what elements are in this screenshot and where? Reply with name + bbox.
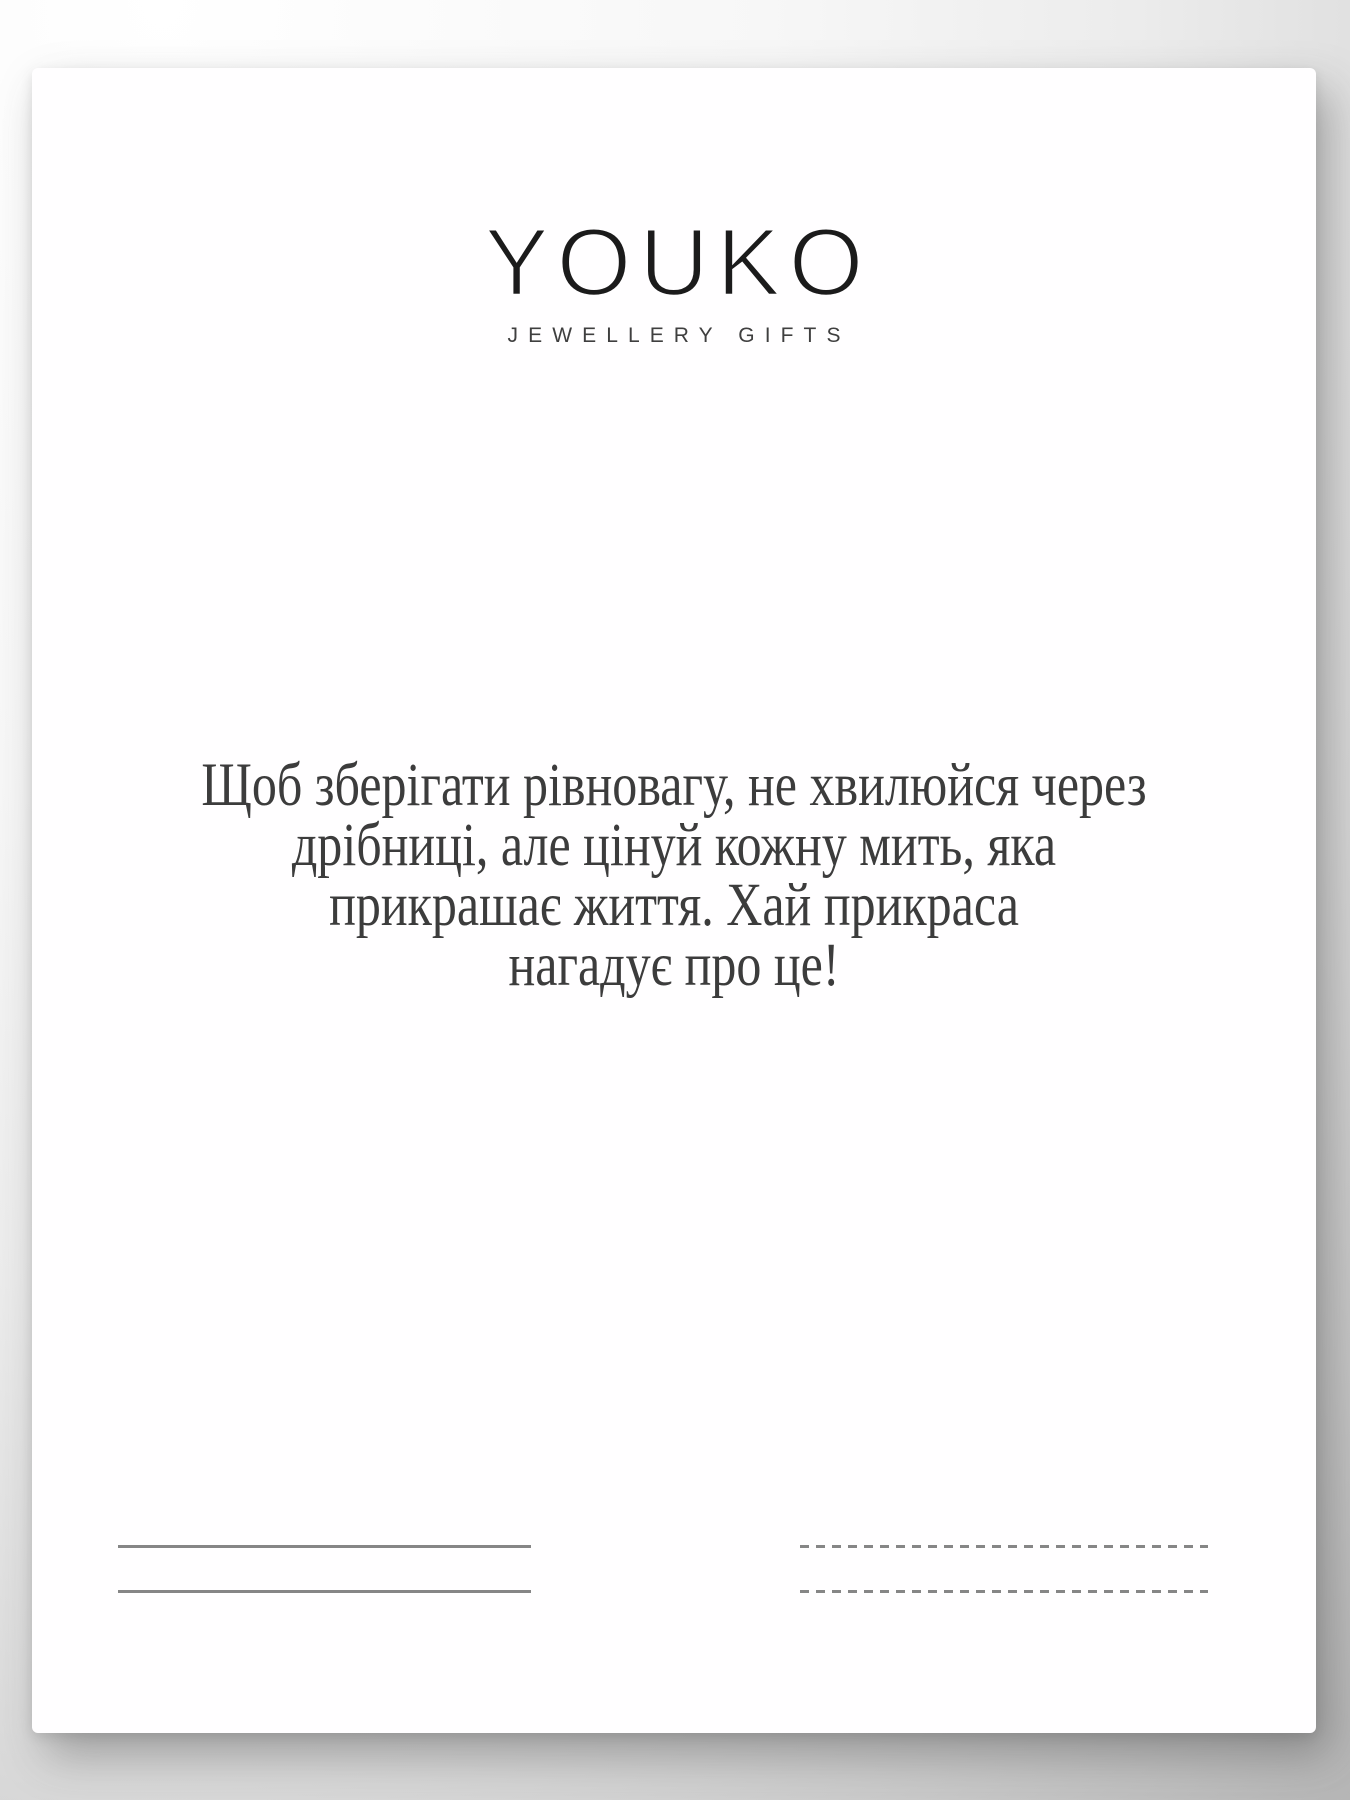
message-line: нагадує про це! <box>508 932 840 999</box>
signature-line-solid <box>118 1545 531 1548</box>
brand-header <box>32 208 1316 348</box>
message-line: Щоб зберігати рівновагу, не хвилюйся через <box>201 752 1147 819</box>
message-line: прикрашає життя. Хай прикраса <box>329 872 1019 939</box>
signature-line-solid <box>118 1590 531 1593</box>
gift-card <box>32 68 1316 1733</box>
message-text <box>148 752 1201 999</box>
message-line: дрібниці, але цінуй кожну мить, яка <box>291 812 1057 879</box>
brand-logo: YOUKO <box>484 209 872 316</box>
signature-line-dashed <box>800 1545 1208 1548</box>
signature-line-dashed <box>800 1590 1208 1593</box>
brand-tagline: JEWELLERY GIFTS <box>507 324 851 347</box>
